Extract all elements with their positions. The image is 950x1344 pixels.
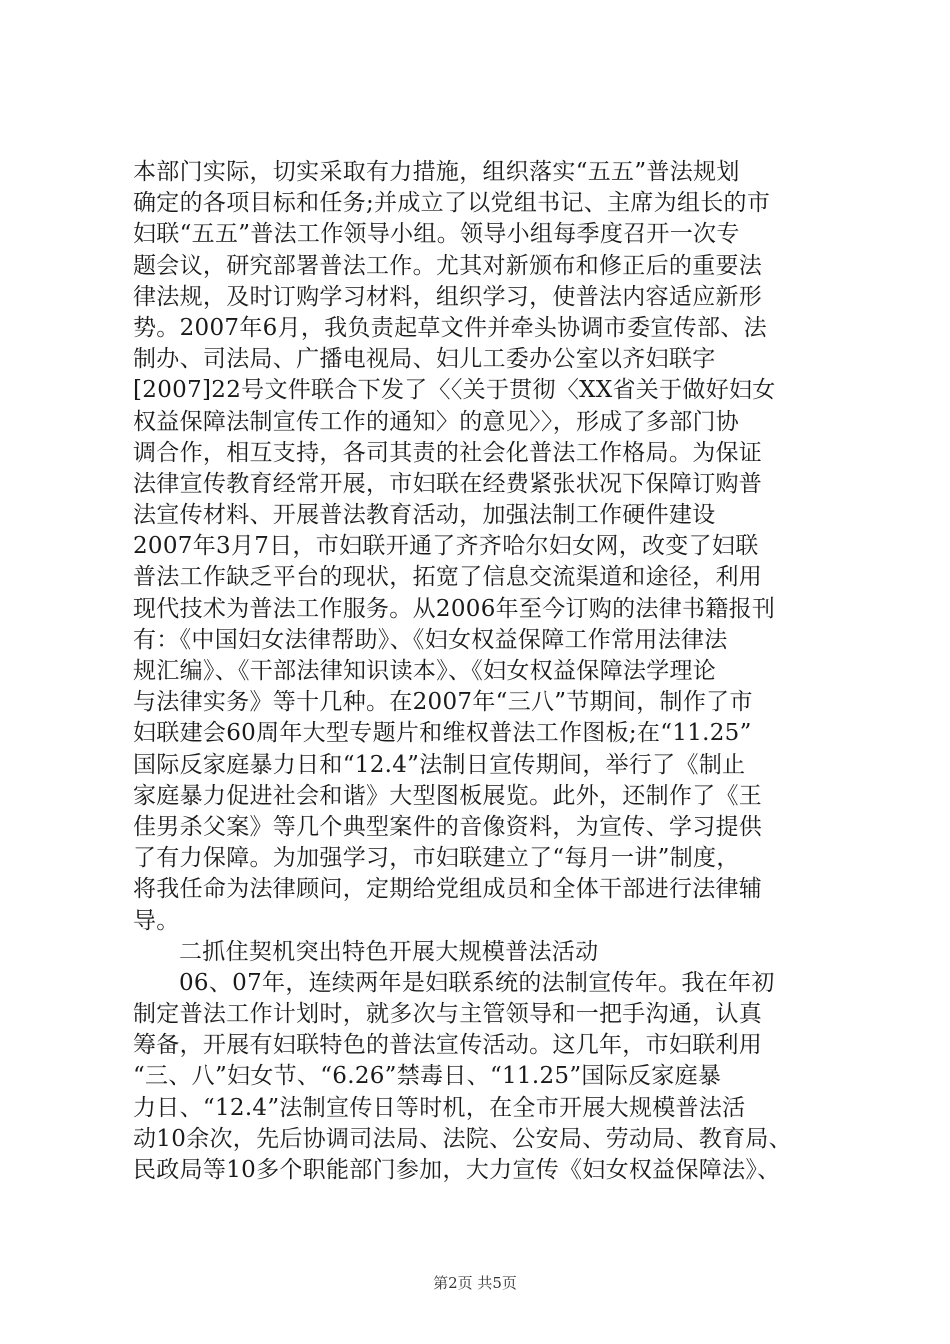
- text-line: 有：《中国妇女法律帮助》、《妇女权益保障工作常用法律法: [133, 626, 728, 653]
- text-line: 动10余次，先后协调司法局、法院、公安局、劳动局、教育局、: [133, 1125, 792, 1152]
- text-line: 律法规，及时订购学习材料，组织学习，使普法内容适应新形: [133, 283, 763, 310]
- text-line: 了有力保障。为加强学习，市妇联建立了“每月一讲”制度，: [133, 845, 740, 872]
- text-line: 普法工作缺乏平台的现状，拓宽了信息交流渠道和途径，利用: [133, 564, 763, 591]
- text-line: 规汇编》、《干部法律知识读本》、《妇女权益保障法学理论: [133, 658, 717, 684]
- text-line: 佳男杀父案》等几个典型案件的音像资料，为宣传、学习提供: [133, 813, 763, 840]
- text-line: 2007年3月7日，市妇联开通了齐齐哈尔妇女网，改变了妇联: [133, 533, 759, 560]
- text-line: 法宣传材料、开展普法教育活动，加强法制工作硬件建设: [133, 502, 716, 529]
- section-heading: 二抓住契机突出特色开展大规模普法活动: [179, 938, 599, 965]
- text-line: 民政局等10多个职能部门参加，大力宣传《妇女权益保障法》、: [133, 1157, 781, 1183]
- text-line: 妇联建会60周年大型专题片和维权普法工作图板;在“11.25”: [133, 720, 752, 747]
- text-line: 制办、司法局、广播电视局、妇儿工委办公室以齐妇联字: [133, 346, 716, 373]
- text-line: 确定的各项目标和任务;并成立了以党组书记、主席为组长的市: [133, 190, 771, 217]
- text-line: 导。: [133, 907, 180, 934]
- text-line: 将我任命为法律顾问，定期给党组成员和全体干部进行法律辅: [133, 876, 763, 903]
- document-body: [133, 157, 853, 1186]
- text-line: 题会议，研究部署普法工作。尤其对新颁布和修正后的重要法: [133, 252, 763, 279]
- text-line: “三、八”妇女节、“6.26”禁毒日、“11.25”国际反家庭暴: [133, 1063, 722, 1090]
- page-number-footer: 第2页 共5页: [433, 1274, 517, 1292]
- text-line: 本部门实际，切实采取有力措施，组织落实“五五”普法规划: [133, 159, 740, 185]
- text-line: 法律宣传教育经常开展，市妇联在经费紧张状况下保障订购普: [133, 470, 763, 497]
- text-line: 权益保障法制宣传工作的通知〉的意见〉〉，形成了多部门协: [133, 408, 740, 435]
- text-line: 力日、“12.4”法制宣传日等时机，在全市开展大规模普法活: [133, 1094, 746, 1121]
- text-line: 妇联“五五”普法工作领导小组。领导小组每季度召开一次专: [133, 221, 740, 248]
- text-line: [2007]22号文件联合下发了〈〈关于贯彻〈XX省关于做好妇女: [133, 377, 776, 404]
- text-line: 势。2007年6月，我负责起草文件并牵头协调市委宣传部、法: [133, 314, 767, 341]
- text-line: 家庭暴力促进社会和谐》大型图板展览。此外，还制作了《王: [133, 782, 763, 809]
- text-line: 调合作，相互支持，各司其责的社会化普法工作格局。为保证: [133, 439, 763, 466]
- text-line: 制定普法工作计划时，就多次与主管领导和一把手沟通，认真: [133, 1001, 763, 1028]
- text-line: 筹备，开展有妇联特色的普法宣传活动。这几年，市妇联利用: [133, 1032, 763, 1059]
- text-line: 与法律实务》等十几种。在2007年“三八”节期间，制作了市: [133, 689, 753, 716]
- text-line: 现代技术为普法工作服务。从2006年至今订购的法律书籍报刊: [133, 595, 776, 622]
- text-line: 国际反家庭暴力日和“12.4”法制日宣传期间，举行了《制止: [133, 751, 746, 778]
- text-line: 06、07年，连续两年是妇联系统的法制宣传年。我在年初: [179, 969, 775, 996]
